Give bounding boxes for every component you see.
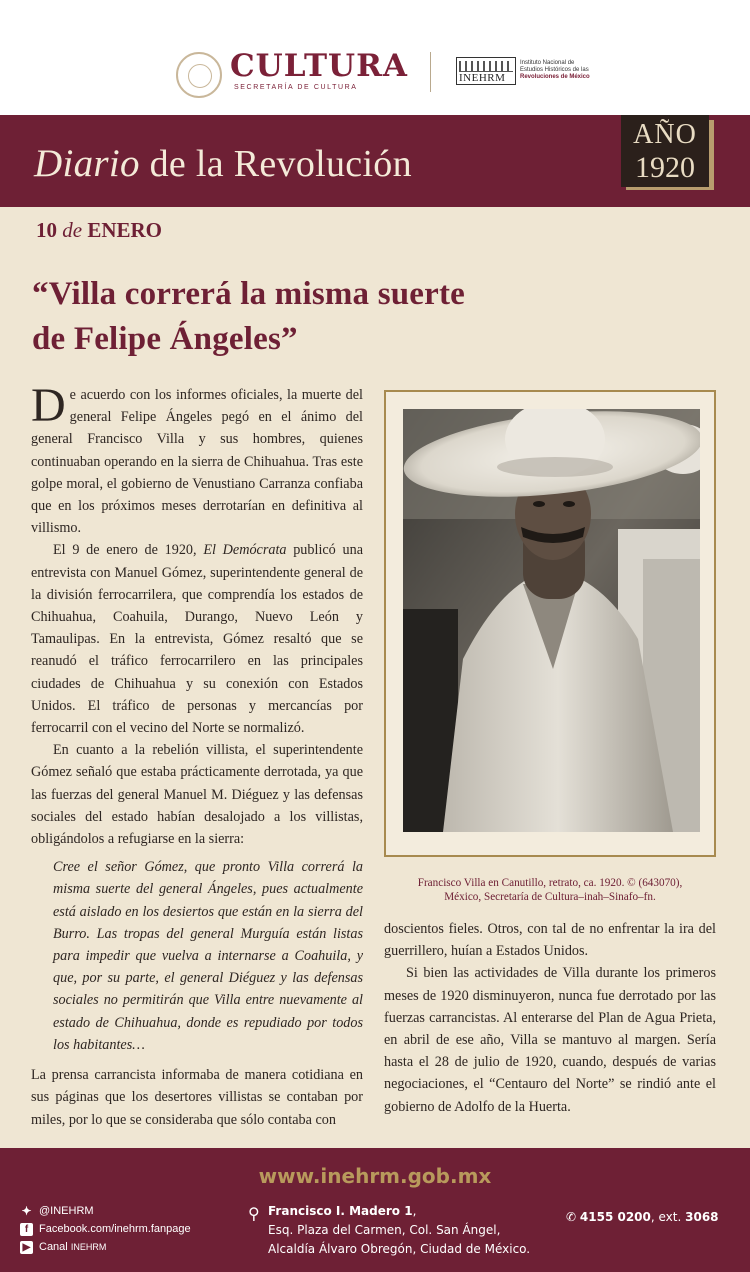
date-month: ENERO <box>87 218 163 242</box>
article-column-right <box>384 918 716 1118</box>
address-street: Francisco I. Madero 1 <box>268 1204 413 1218</box>
date-de: de <box>62 218 83 242</box>
photo-caption <box>384 876 716 904</box>
paragraph-3: En cuanto a la rebelión villista, el superintendente Gómez señaló que estaba prácticamente derrotada, ya que las fuerzas del general Manuel M. Diéguez y las defensas sociales del estado habían desalojado a los villistas, obligándolos a refugiarse en la sierra: <box>31 742 363 848</box>
youtube-name: INEHRM <box>70 1242 107 1252</box>
address <box>248 1202 530 1259</box>
year-label: AÑO <box>633 119 697 150</box>
diario-title <box>34 141 412 186</box>
headline-line-1: “Villa correrá la misma suerte <box>32 276 466 312</box>
top-header <box>0 0 750 115</box>
youtube-icon: ▶ <box>20 1241 33 1254</box>
social-links <box>20 1202 191 1256</box>
website-link[interactable]: www.inehrm.gob.mx <box>258 1164 492 1188</box>
paragraph-2 <box>31 539 363 739</box>
inehrm-logo-text <box>520 60 610 81</box>
phone-ext: 3068 <box>685 1210 719 1224</box>
address-line-3: Alcaldía Álvaro Obregón, Ciudad de México. <box>268 1242 531 1256</box>
footer <box>0 1148 750 1272</box>
facebook-link[interactable] <box>20 1220 191 1238</box>
phone-ext-label: , ext. <box>650 1210 682 1224</box>
header-divider <box>430 52 431 92</box>
paragraph-2-after: publicó una entrevista con Manuel Gómez, superintendente general de la división ferrocarrilera, que comprendía los estados de Chihuahua, Coahuila, Durango, Nuevo León y Tamaulipas. En la entrevista, Gómez resaltó que se reanudó el tráfico ferrocarrilero en las principales ciudades de Chihuahua y su conexión con Estados Unidos. El tráfico de personas y mercancías por ferrocarril con el vecino del Norte se normalizó. <box>31 542 363 737</box>
caption-line-1: Francisco Villa en Canutillo, retrato, ca. 1920. © (643070), <box>417 877 683 889</box>
inehrm-logo-word: INEHRM <box>459 72 506 84</box>
cultura-logo-title[interactable]: CULTURA <box>230 48 408 84</box>
phone-number: 4155 0200 <box>579 1210 651 1224</box>
inehrm-line-1: Instituto Nacional de <box>520 60 575 66</box>
portrait-illustration <box>403 409 700 832</box>
location-pin-icon: ⚲ <box>248 1204 260 1223</box>
paragraph-2-before: El 9 de enero de 1920, <box>53 542 204 559</box>
drop-cap: D <box>31 379 66 432</box>
inehrm-line-3: Revoluciones de México <box>520 74 590 80</box>
newspaper-name: El Demócrata <box>203 542 287 559</box>
diario-title-italic: Diario <box>34 142 140 185</box>
inehrm-line-2: Estudios Históricos de las <box>520 67 589 73</box>
year-value: 1920 <box>635 151 695 184</box>
youtube-link[interactable] <box>20 1238 191 1256</box>
block-quote: Cree el señor Gómez, que pronto Villa correrá la misma suerte del general Ángeles, pues actualmente está aislado en los desiertos que están en la sierra del Burro. Las tropas del general Murguía están listas para impedir que vuelva a internarse a Coahuila, y que, por su parte, el general Diéguez y las defensas sociales no permitirán que Villa entre nuevamente al estado de Chihuahua, donde es repudiado por todos los habitantes… <box>53 859 363 1053</box>
headline-line-2: de Felipe Ángeles” <box>32 321 298 357</box>
diario-title-rest: de la Revolución <box>139 143 412 185</box>
address-lines <box>268 1202 530 1259</box>
article-date <box>36 218 162 243</box>
twitter-icon: ✦ <box>21 1203 32 1218</box>
address-line-2: Esq. Plaza del Carmen, Col. San Ángel, <box>268 1223 501 1237</box>
date-day: 10 <box>36 218 57 242</box>
facebook-url: Facebook.com/inehrm.fanpage <box>39 1223 191 1235</box>
francisco-villa-portrait[interactable] <box>403 409 700 832</box>
article-column-left <box>31 379 363 1131</box>
twitter-handle: @INEHRM <box>39 1205 94 1217</box>
youtube-prefix: Canal <box>39 1241 68 1253</box>
article-headline <box>32 272 592 362</box>
national-seal-icon <box>176 52 222 98</box>
paragraph-1-text: e acuerdo con los informes oficiales, la muerte del general Felipe Ángeles pegó en el ánimo del general Francisco Villa y sus hombres, quienes continuaban operando en la sierra de Chihuahua. Tras este golpe moral, el gobierno de Venustiano Carranza confiaba que en los próximos meses derrotarían en definitiva al villismo. <box>31 387 363 537</box>
facebook-icon: f <box>20 1223 33 1236</box>
paragraph-5: Si bien las actividades de Villa durante los primeros meses de 1920 disminuyeron, nunca fue derrotado por las fuerzas carrancistas. Al enterarse del Plan de Agua Prieta, en abril de ese año, Villa se mantuvo al margen. Sería hasta el 28 de julio de 1920, cuando, después de varias negociaciones, el “Centauro del Norte” se rindió ante el gobierno de Adolfo de la Huerta. <box>384 965 716 1115</box>
caption-line-2: México, Secretaría de Cultura–inah–Sinafo–fn. <box>444 891 656 903</box>
twitter-link[interactable] <box>20 1202 191 1220</box>
address-line-1 <box>268 1202 530 1221</box>
address-comma: , <box>412 1204 417 1218</box>
phone-icon: ✆ <box>566 1210 577 1224</box>
phone[interactable] <box>566 1210 719 1224</box>
year-badge <box>621 115 709 187</box>
paragraph-1 <box>31 379 363 539</box>
cultura-logo-subtitle: SECRETARÍA DE CULTURA <box>234 84 358 91</box>
paragraph-4-continued: doscientos fieles. Otros, con tal de no enfrentar la ira del guerrillero, huían a Estados Unidos. <box>384 921 716 960</box>
paragraph-4: La prensa carrancista informaba de manera cotidiana en sus páginas que los desertores villistas se contaban por miles, por lo que se consideraba que sólo contaba con <box>31 1067 363 1128</box>
